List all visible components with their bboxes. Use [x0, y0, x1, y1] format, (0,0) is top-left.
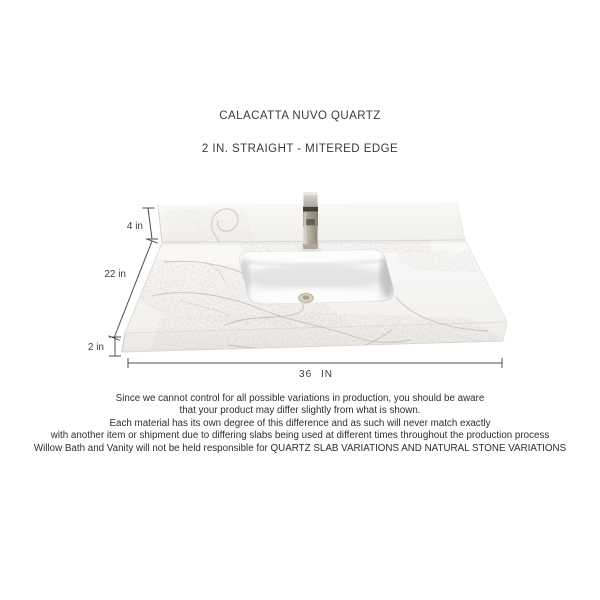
disclaimer-line: Since we cannot control for all possible variations in production, you should be aware: [115, 393, 485, 404]
sink-drain: [298, 293, 314, 303]
edge-style-subtitle: 2 IN. STRAIGHT - MITERED EDGE: [201, 143, 399, 155]
depth-label: 22 in: [104, 269, 126, 280]
disclaimer-line: that your product may differ slightly from what is shown.: [179, 405, 421, 417]
disclaimer-line: Each material has its own degree of this difference and as such will never match exactly: [109, 417, 491, 429]
disclaimer-line: Willow Bath and Vanity will not be held responsible for QUARTZ SLAB VARIATIONS AND NATURAL STONE VARIATIONS: [33, 442, 567, 454]
width-label: 36 IN: [299, 369, 333, 380]
sink-basin: [238, 247, 398, 306]
backsplash-height-label: 4 in: [126, 221, 143, 232]
dimension-width: [128, 358, 502, 368]
edge-thickness-label: 2 in: [87, 342, 104, 353]
product-title: CALACATTA NUVO QUARTZ: [219, 110, 381, 122]
disclaimer-line: with another item or shipment due to differing slabs being used at different times throughout the production process: [50, 430, 550, 442]
dimension-backsplash-height: [143, 208, 159, 239]
variation-disclaimer: [0, 393, 600, 455]
